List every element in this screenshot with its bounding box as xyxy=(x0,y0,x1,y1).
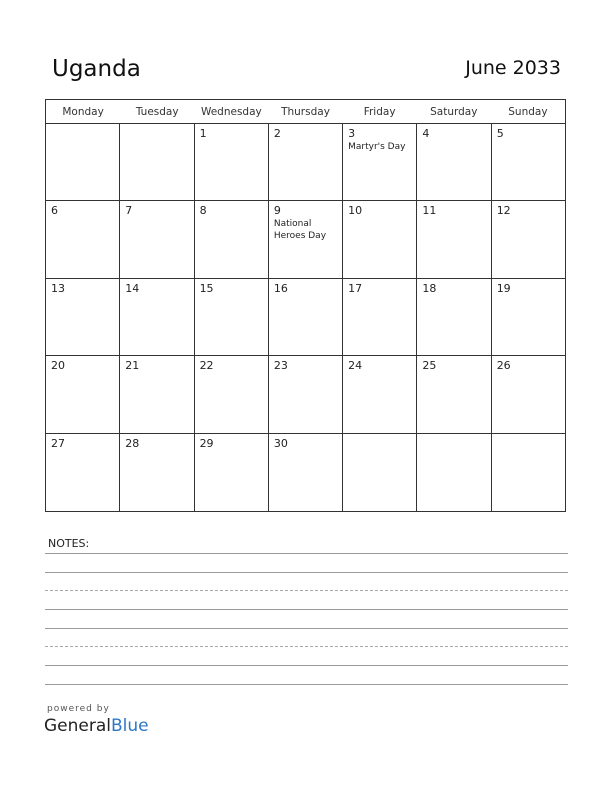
notes-line xyxy=(45,628,568,629)
day-number: 10 xyxy=(348,204,363,218)
day-number: 3 xyxy=(348,127,356,140)
day-number: 24 xyxy=(348,359,363,373)
notes-line xyxy=(45,665,568,666)
notes-label: NOTES: xyxy=(48,537,90,550)
day-cell xyxy=(195,279,269,355)
day-cell xyxy=(343,279,417,355)
day-number: 6 xyxy=(51,204,58,218)
day-cell xyxy=(120,434,194,511)
week-row xyxy=(46,124,565,201)
day-cell xyxy=(343,434,417,511)
weekday-sunday: Sunday xyxy=(508,106,548,118)
brand-logo xyxy=(44,716,149,736)
brand-blue: Blue xyxy=(111,716,149,736)
day-number: 28 xyxy=(125,436,140,450)
notes-line xyxy=(45,646,568,647)
day-number: 1 xyxy=(199,127,207,140)
day-cell xyxy=(417,201,491,277)
day-cell xyxy=(46,434,120,511)
weekday-header-row xyxy=(46,100,565,124)
day-cell xyxy=(417,356,491,432)
day-number: 19 xyxy=(496,281,511,295)
day-number: 14 xyxy=(125,281,140,295)
week-row xyxy=(46,356,565,433)
day-number: 23 xyxy=(273,359,288,373)
day-cell xyxy=(492,201,565,277)
weekday-friday: Friday xyxy=(363,106,396,118)
day-number: 4 xyxy=(422,127,430,140)
day-cell xyxy=(417,279,491,355)
day-number: 27 xyxy=(51,436,65,450)
day-number: 2 xyxy=(273,127,281,140)
day-cell xyxy=(269,356,343,432)
day-number: 16 xyxy=(273,281,288,295)
day-cell xyxy=(492,279,565,355)
day-number: 7 xyxy=(125,204,133,218)
holiday-label: Martyr's Day xyxy=(348,142,406,152)
calendar-days xyxy=(46,124,565,511)
day-cell xyxy=(46,279,120,355)
notes-line xyxy=(45,572,568,573)
day-number: 25 xyxy=(422,359,437,373)
notes-line xyxy=(45,684,568,685)
day-cell xyxy=(269,201,343,277)
day-cell xyxy=(46,124,120,200)
powered-by-text: powered by xyxy=(47,704,110,714)
brand-general: General xyxy=(44,716,111,736)
day-number: 15 xyxy=(199,281,214,295)
day-cell xyxy=(120,356,194,432)
day-number: 26 xyxy=(496,359,511,373)
day-cell xyxy=(269,279,343,355)
day-number: 18 xyxy=(422,281,437,295)
day-cell xyxy=(46,356,120,432)
day-cell xyxy=(120,201,194,277)
day-cell xyxy=(492,356,565,432)
day-number: 29 xyxy=(199,436,214,450)
day-cell xyxy=(492,124,565,200)
day-cell xyxy=(195,434,269,511)
day-number: 21 xyxy=(125,359,140,373)
day-number: 5 xyxy=(496,127,504,140)
holiday-label: National Heroes Day xyxy=(273,219,327,242)
day-number: 12 xyxy=(496,204,511,218)
weekday-saturday: Saturday xyxy=(430,106,478,118)
week-row xyxy=(46,279,565,356)
day-cell xyxy=(195,124,269,200)
day-number: 8 xyxy=(199,204,207,218)
day-cell xyxy=(195,356,269,432)
day-cell xyxy=(492,434,565,511)
day-cell xyxy=(120,124,194,200)
notes-line xyxy=(45,553,568,554)
day-cell xyxy=(343,201,417,277)
day-number: 13 xyxy=(51,281,65,295)
notes-line xyxy=(45,590,568,591)
week-row xyxy=(46,434,565,511)
day-cell xyxy=(269,124,343,200)
day-cell xyxy=(417,124,491,200)
day-cell xyxy=(269,434,343,511)
notes-line xyxy=(45,609,568,610)
day-cell xyxy=(195,201,269,277)
day-cell xyxy=(46,201,120,277)
day-number: 11 xyxy=(422,204,437,218)
weekday-monday: Monday xyxy=(62,106,104,118)
calendar-grid xyxy=(45,99,566,512)
day-number: 9 xyxy=(273,204,281,218)
week-row xyxy=(46,201,565,278)
day-cell xyxy=(417,434,491,511)
day-number: 20 xyxy=(51,359,65,373)
day-cell xyxy=(343,356,417,432)
day-number: 22 xyxy=(199,359,214,373)
day-number: 30 xyxy=(273,436,288,450)
weekday-wednesday: Wednesday xyxy=(200,106,262,118)
day-number: 17 xyxy=(348,281,363,295)
month-year-title: June 2033 xyxy=(465,57,561,79)
day-cell xyxy=(120,279,194,355)
weekday-tuesday: Tuesday xyxy=(135,106,179,118)
weekday-thursday: Thursday xyxy=(281,106,330,118)
day-cell xyxy=(343,124,417,200)
country-title: Uganda xyxy=(52,56,141,82)
